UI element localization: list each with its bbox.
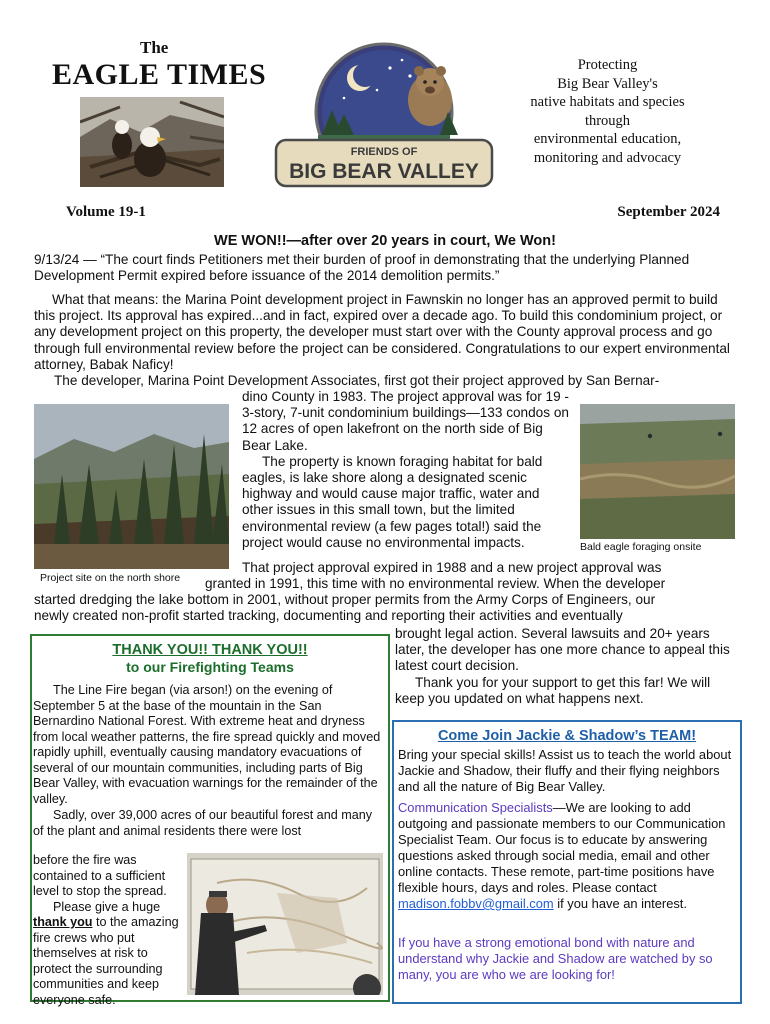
join-team-intro: Bring your special skills! Assist us to teach the world about Jackie and Shadow, their fluffy and their flying neighbors and all the nature of Big Bear Valley.	[398, 747, 732, 794]
issue-date: September 2024	[617, 204, 720, 220]
article-court-quote: 9/13/24 — “The court finds Petitioners met their burden of proof in demonstrating that the underlying Planned Development Permit expired before issuance of the 2014 demolition permits.”	[34, 252, 690, 284]
thank-you-emphasis: thank you	[33, 915, 93, 929]
contact-email-link[interactable]: madison.fobbv@gmail.com	[398, 896, 554, 911]
firefighter-box-title: THANK YOU!! THANK YOU!!	[112, 642, 308, 658]
communication-specialists-paragraph	[398, 800, 736, 912]
nature-bond-paragraph: If you have a strong emotional bond with nature and understand why Jackie and Shadow are watched by so many, you are who we are looking for!	[398, 935, 713, 982]
article-legal-action: brought legal action. Several lawsuits and 20+ years later, the developer has one more chance to appeal this latest court decision.	[395, 626, 730, 674]
mission-line: monitoring and advocacy	[533, 149, 682, 166]
friends-of-big-bear-valley-logo	[272, 40, 496, 194]
masthead-the: The	[140, 38, 169, 57]
communication-specialists-end: if you have an interest.	[557, 896, 687, 911]
mission-line: through	[584, 112, 631, 129]
eagle-nest-photo	[80, 97, 224, 187]
article-granted-1991: granted in 1991, this time with no environmental review. When the developer	[205, 576, 666, 591]
firefighter-box-subtitle: to our Firefighting Teams	[126, 659, 294, 675]
caption-bald-eagle: Bald eagle foraging onsite	[580, 541, 702, 553]
article-dredging: started dredging the lake bottom in 2001, without proper permits from the Army Corps of Engineers, our	[34, 592, 656, 607]
caption-project-site: Project site on the north shore	[40, 572, 181, 584]
article-thank-you: Thank you for your support to get this far! We will keep you updated on what happens next.	[395, 674, 711, 706]
line-fire-paragraph: The Line Fire began (via arson!) on the evening of September 5 at the base of the mountain in the San Bernardino National Forest. With extreme heat and dryness from local weather patterns, the fire spread quickly and moved rapidly uphill, eventually causing mandatory evacuations of several of our mountain communities, including parts of Big Bear Valley, with evacuation warnings for the remainder of the valley.	[33, 683, 381, 806]
article-mid-column	[242, 389, 574, 551]
fire-narrow-column	[33, 853, 183, 1008]
project-site-photo	[34, 404, 229, 569]
article-project-approval: dino County in 1983. The project approval was for 19 - 3-story, 7-unit condominium buildings—133 condos on 12 acres of open lakefront on the north side of Big Bear Lake.	[242, 389, 569, 453]
article-developer-intro: The developer, Marina Point Development Associates, first got their project approved by San Bernar-	[54, 373, 660, 388]
logo-text-bottom: BIG BEAR VALLEY	[289, 160, 479, 183]
article-nonprofit-tracking: newly created non-profit started tracking, documenting and reporting their activities and eventually	[34, 608, 623, 623]
communication-specialists-label: Communication Specialists	[398, 800, 553, 815]
mission-line: native habitats and species	[530, 94, 685, 110]
mission-line: Big Bear Valley's	[557, 75, 658, 92]
fire-contained-text: before the fire was contained to a sufficient level to stop the spread.	[33, 853, 167, 898]
article-headline: WE WON!!—after over 20 years in court, We Won!	[214, 233, 556, 249]
logo-text-top: FRIENDS OF	[350, 146, 418, 158]
volume-number: Volume 19-1	[66, 204, 146, 220]
bald-eagle-foraging-photo	[580, 404, 735, 539]
article-property-habitat: The property is known foraging habitat for bald eagles, is lake shore along a designated scenic highway and would cause major traffic, water and other issues in this small town, but the limited environmental review (a few pages total!) said the project would cause no environmental impacts.	[242, 453, 543, 550]
article-right-column	[395, 626, 740, 707]
mission-statement	[500, 56, 715, 167]
article-what-it-means: What that means: the Marina Point development project in Fawnskin no longer has an approved permit to build this project. Its approval has expired...and in fact, expired over a decade ago. To build this condominium project, or any development project on this property, the developer must start over with the County approval process and go through full environmental review before the project can be considered. Congratulations to our expert environmental attorney, Babak Naficy!	[34, 292, 730, 372]
join-team-title: Come Join Jackie & Shadow’s TEAM!	[437, 728, 697, 744]
thank-crews-start: Please give a huge	[53, 899, 161, 914]
thank-crews-paragraph	[33, 900, 183, 1009]
mission-line: Protecting	[577, 57, 638, 73]
acres-lost-paragraph: Sadly, over 39,000 acres of our beautiful forest and many of the plant and animal residents there were lost	[33, 808, 372, 838]
thank-crews-end: to the amazing fire crews who put themselves at risk to protect the surrounding communities and keep everyone safe.	[33, 915, 179, 1007]
communication-specialists-body: —We are looking to add outgoing and passionate members to our Communication Specialist Team. Our focus is to educate by answering questions asked through social media, email and other online contacts. These remote, part-time positions have flexible hours, days and roles. Please contact	[398, 800, 726, 895]
newsletter-title: EAGLE TIMES	[52, 58, 267, 91]
article-approval-expired: That project approval expired in 1988 and a new project approval was	[242, 560, 662, 575]
mission-line: environmental education,	[533, 131, 682, 147]
firefighter-briefing-photo	[187, 853, 383, 995]
